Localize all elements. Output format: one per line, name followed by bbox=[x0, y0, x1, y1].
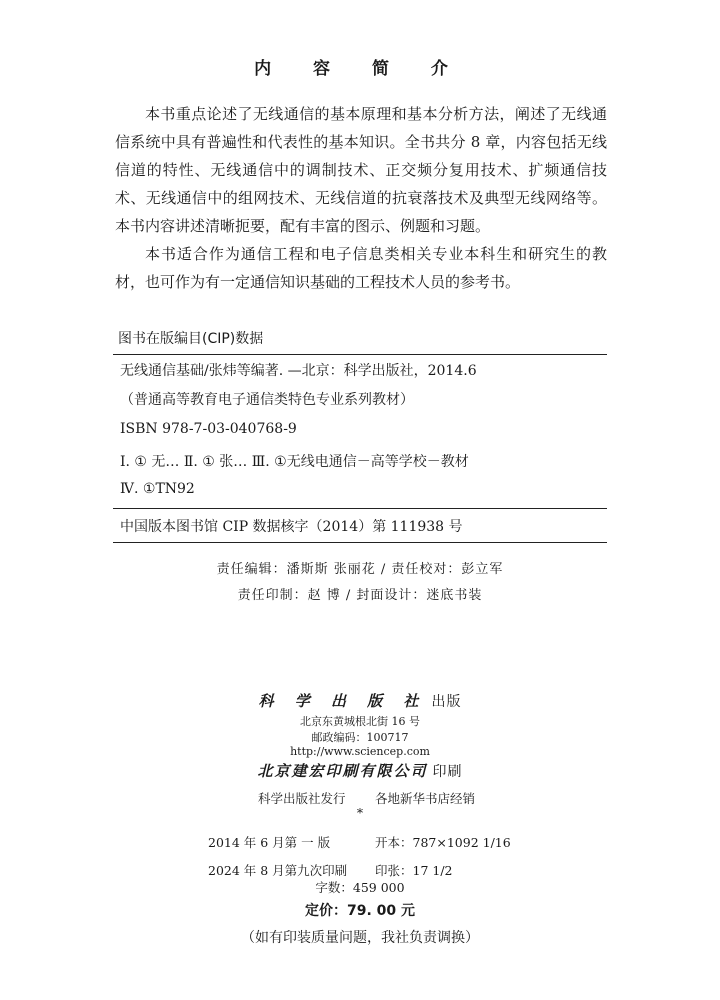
edition-sheets: 印张：17 1/2 bbox=[375, 863, 453, 878]
cip-middle-rule bbox=[113, 508, 607, 509]
cip-line-4: Ⅰ. ① 无… Ⅱ. ① 张… Ⅲ. ①无线电通信－高等学校－教材 bbox=[120, 454, 469, 470]
cip-bottom-rule bbox=[113, 542, 607, 543]
printer-line bbox=[0, 760, 720, 781]
intro-paragraph-2: 本书适合作为通信工程和电子信息类相关专业本科生和研究生的教材，也可作为有一定通信知识基础的工程技术人员的参考书。 bbox=[115, 245, 607, 291]
credits-line-1: 责任编辑：潘斯斯 张丽花 / 责任校对：彭立军 bbox=[216, 562, 504, 577]
edition-printing: 2024 年 8 月第九次印刷 bbox=[208, 863, 348, 878]
cip-line-5: Ⅳ. ①TN92 bbox=[120, 481, 195, 497]
publisher-name: 科 学 出 版 社 bbox=[258, 692, 427, 710]
credits-line-2: 责任印制：赵 博 / 封面设计：迷底书装 bbox=[237, 588, 483, 603]
intro-paragraph-1: 本书重点论述了无线通信的基本原理和基本分析方法，阐述了无线通信系统中具有普遍性和代表性的基本知识。全书共分 8 章，内容包括无线信道的特性、无线通信中的调制技术、正交频分复用技术、扩频通信技术、无线通信中的组网技术、无线信道的抗衰落技术及典型无线网络等。本书内容讲述清晰扼要，配有丰富的图示、例题和习题。 bbox=[115, 105, 607, 235]
cip-line-2: （普通高等教育电子通信类特色专业系列教材） bbox=[120, 392, 414, 408]
cip-footer: 中国版本图书馆 CIP 数据核字（2014）第 111938 号 bbox=[120, 519, 463, 535]
cip-heading: 图书在版编目(CIP)数据 bbox=[118, 331, 264, 347]
publisher-suffix: 出版 bbox=[431, 694, 462, 710]
distribution-seller: 各地新华书店经销 bbox=[375, 791, 476, 806]
cip-line-1: 无线通信基础/张炜等编著. —北京：科学出版社，2014.6 bbox=[120, 363, 477, 379]
publisher-postcode: 邮政编码：100717 bbox=[311, 731, 409, 744]
cip-top-rule bbox=[113, 354, 607, 355]
page-title: 内 容 简 介 bbox=[254, 59, 466, 79]
publisher-website: http://www.sciencep.com bbox=[290, 745, 430, 758]
edition-words: 字数：459 000 bbox=[315, 880, 405, 895]
price: 定价：79. 00 元 bbox=[304, 903, 416, 919]
distribution-issuer: 科学出版社发行 bbox=[258, 791, 346, 806]
edition-first: 2014 年 6 月第 一 版 bbox=[208, 835, 331, 850]
publisher-address: 北京东黄城根北街 16 号 bbox=[300, 715, 420, 728]
introduction bbox=[115, 100, 607, 296]
printer-suffix: 印刷 bbox=[432, 764, 463, 780]
separator-star: * bbox=[356, 805, 364, 820]
publisher-line bbox=[0, 690, 720, 711]
cip-isbn: ISBN 978-7-03-040768-9 bbox=[120, 421, 297, 437]
printer-name: 北京建宏印刷有限公司 bbox=[257, 762, 428, 780]
edition-format: 开本：787×1092 1/16 bbox=[375, 835, 511, 850]
quality-note: （如有印装质量问题，我社负责调换） bbox=[241, 930, 479, 946]
